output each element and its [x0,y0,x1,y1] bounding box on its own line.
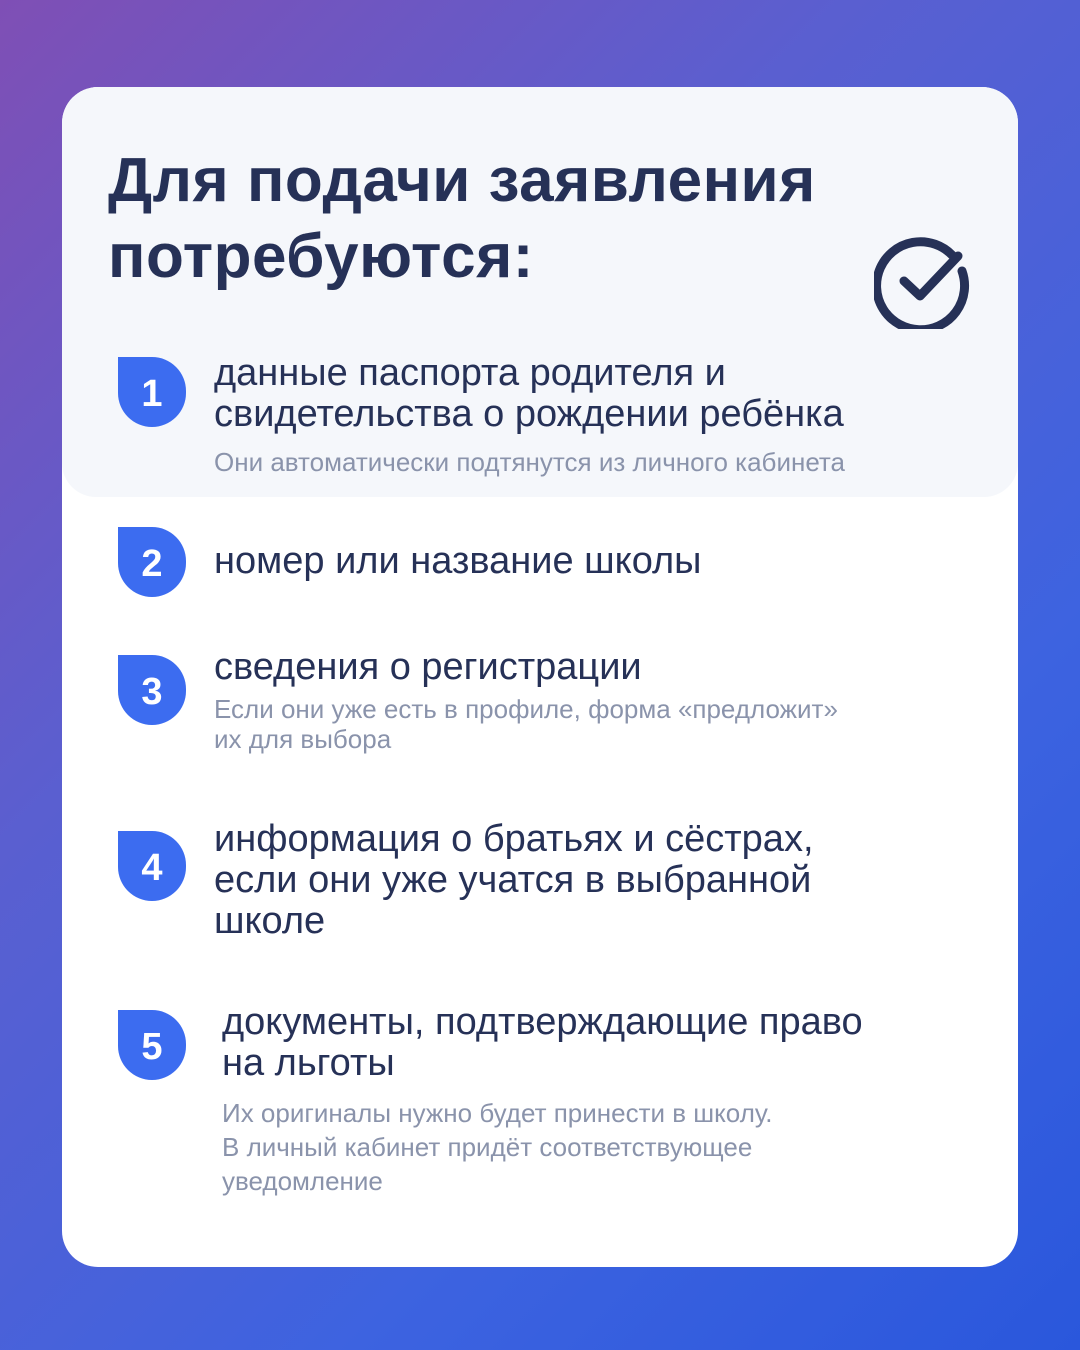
item-title-line: данные паспорта родителя и [214,352,726,394]
item-title-line: свидетельства о рождении ребёнка [214,393,844,435]
item-note-line: В личный кабинет придёт соответствующее [222,1132,753,1162]
number-badge [118,1010,186,1080]
item-title-line: школе [214,900,326,942]
item-note-line: Они автоматически подтянутся из личного кабинета [214,447,846,477]
item-title-line: на льготы [222,1042,395,1084]
item-title [222,1002,978,1084]
item-note [222,1096,978,1198]
item-note [214,694,978,754]
item-note [214,447,978,478]
badge-number: 4 [141,847,163,889]
item-title-line: сведения о регистрации [214,646,642,688]
item-title-line: номер или название школы [214,540,702,582]
badge-number: 1 [141,373,163,415]
item-title-line: если они уже учатся в выбранной [214,859,812,901]
number-badge [118,527,186,597]
number-badge [118,357,186,427]
item-title [214,353,978,435]
title-line: потребуются: [108,222,534,291]
check-circle-icon [874,229,974,329]
item-note-line: уведомление [222,1166,383,1196]
info-card [62,87,1018,1267]
page-title [108,143,816,295]
number-badge [118,655,186,725]
item-note-line: их для выбора [214,724,392,754]
number-badge [118,831,186,901]
item-note-line: Если они уже есть в профиле, форма «предложит» [214,694,838,724]
badge-number: 5 [141,1026,163,1068]
item-title [214,647,978,688]
title-line: Для подачи заявления [108,146,816,215]
item-title-line: документы, подтверждающие право [222,1001,863,1043]
item-note-line: Их оригиналы нужно будет принести в школу. [222,1098,773,1128]
badge-number: 2 [141,543,163,585]
item-title-line: информация о братьях и сёстрах, [214,818,814,860]
item-title [214,541,978,582]
item-title [214,819,978,942]
badge-number: 3 [141,671,163,713]
